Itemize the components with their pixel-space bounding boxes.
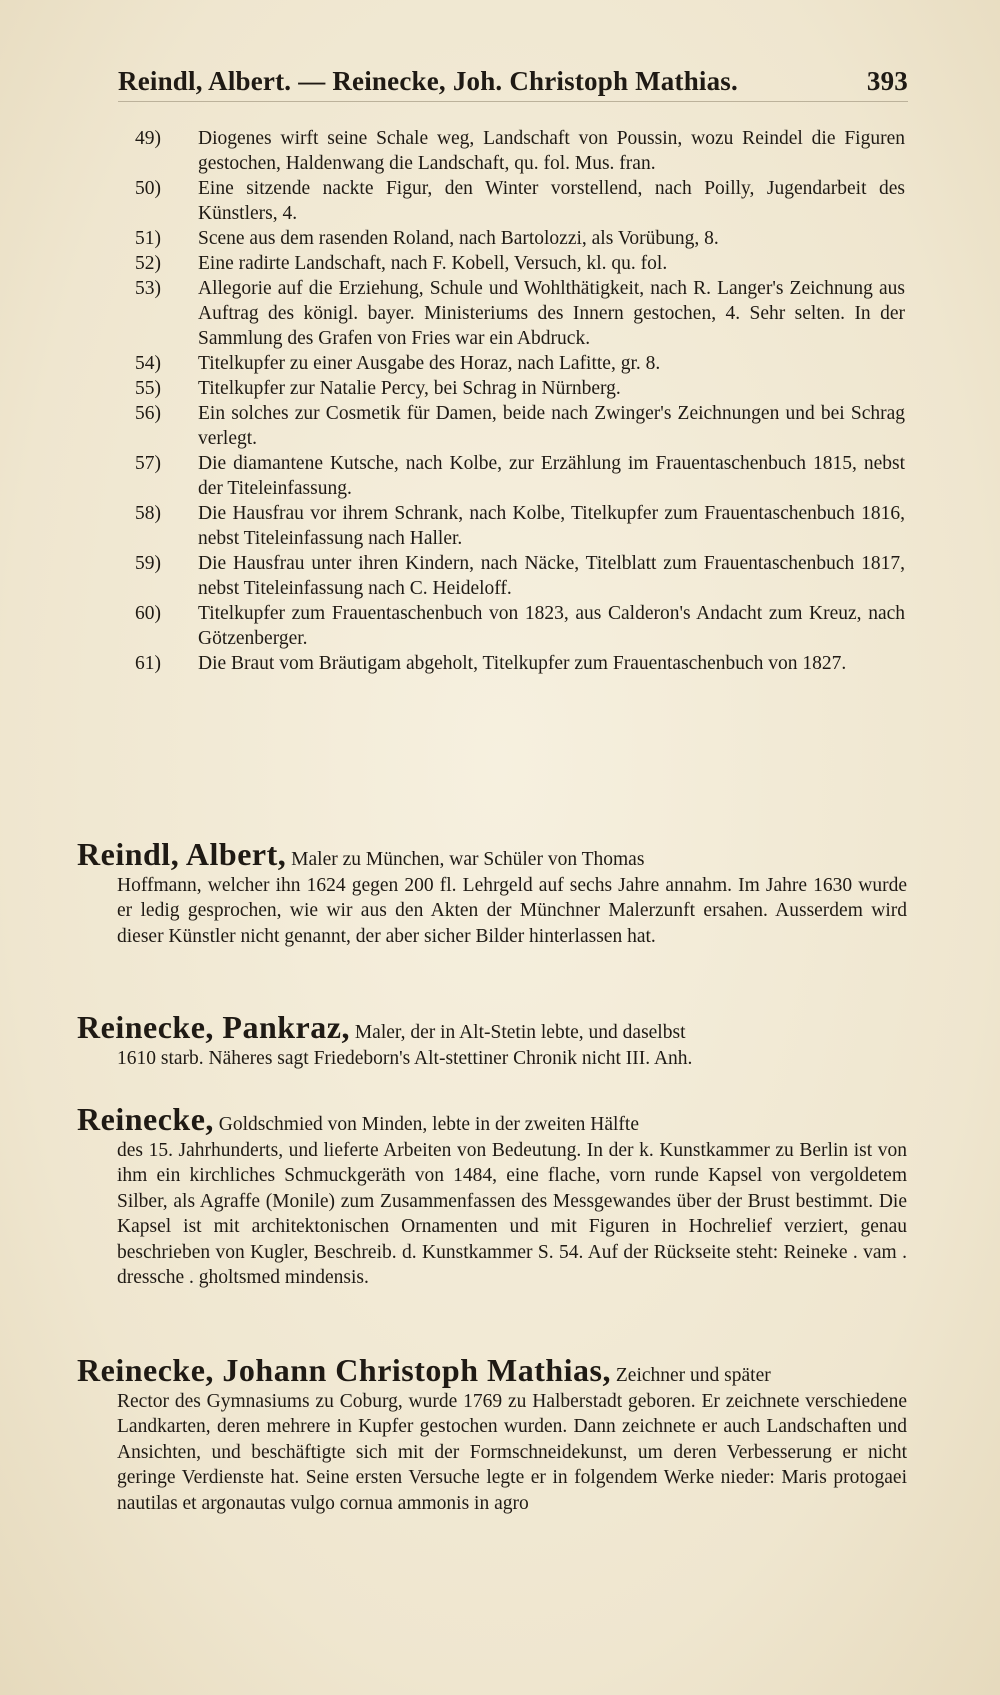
- running-header: [118, 66, 908, 97]
- entry-text: Ein solches zur Cosmetik für Damen, beide nach Zwinger's Zeichnungen und bei Schrag verlegt.: [198, 403, 905, 449]
- bio-first-line: Maler, der in Alt-Stetin lebte, und daselbst: [354, 1022, 686, 1043]
- biography-reindl-albert: [77, 836, 907, 949]
- list-item: [135, 601, 905, 651]
- list-item: [135, 251, 905, 276]
- entry-number: 49): [135, 128, 161, 149]
- list-item: [135, 276, 905, 351]
- entry-text: Titelkupfer zu einer Ausgabe des Horaz, nach Lafitte, gr. 8.: [198, 353, 661, 374]
- list-item: [135, 376, 905, 401]
- entry-number: 57): [135, 453, 161, 474]
- list-item: [135, 126, 905, 176]
- page-number: 393: [866, 66, 908, 96]
- artist-name: Reinecke, Johann Christoph Mathias,: [77, 1352, 611, 1388]
- list-item: [135, 401, 905, 451]
- list-item: [135, 176, 905, 226]
- bio-first-line: Maler zu München, war Schüler von Thomas: [291, 849, 645, 870]
- entry-text: Die Braut vom Bräutigam abgeholt, Titelkupfer zum Frauentaschenbuch von 1827.: [198, 653, 847, 674]
- entry-text: Eine sitzende nackte Figur, den Winter vorstellend, nach Poilly, Jugendarbeit des Künstlers, 4.: [198, 178, 905, 224]
- biography-reinecke-johann: [77, 1352, 907, 1516]
- list-item: [135, 451, 905, 501]
- entry-number: 59): [135, 553, 161, 574]
- entry-text: Diogenes wirft seine Schale weg, Landschaft von Poussin, wozu Reindel die Figuren gestochen, Haldenwang die Landschaft, qu. fol. Mus. fran.: [198, 128, 905, 174]
- entry-text: Allegorie auf die Erziehung, Schule und Wohlthätigkeit, nach R. Langer's Zeichnung aus Auftrag des königl. bayer. Ministeriums des Innern gestochen, 4. Sehr selten. In der Sammlung des Grafen von Fries war ein Abdruck.: [198, 278, 905, 349]
- entry-number: 52): [135, 253, 161, 274]
- bio-text: 1610 starb. Näheres sagt Friedeborn's Alt-stettiner Chronik nicht III. Anh.: [117, 1047, 693, 1069]
- artist-name: Reinecke, Pankraz,: [77, 1009, 350, 1045]
- list-item: [135, 651, 905, 676]
- list-item: [135, 551, 905, 601]
- list-item: [135, 351, 905, 376]
- list-item: [135, 226, 905, 251]
- numbered-entry-list: [135, 126, 905, 676]
- entry-text: Titelkupfer zur Natalie Percy, bei Schrag in Nürnberg.: [198, 378, 621, 399]
- entry-text: Die Hausfrau vor ihrem Schrank, nach Kolbe, Titelkupfer zum Frauentaschenbuch 1816, nebst Titeleinfassung nach Haller.: [198, 503, 905, 549]
- entry-number: 51): [135, 228, 161, 249]
- header-title: Reindl, Albert. — Reinecke, Joh. Christoph Mathias.: [118, 66, 738, 96]
- bio-text: Rector des Gymnasiums zu Coburg, wurde 1769 zu Halberstadt geboren. Er zeichnete verschiedene Landkarten, deren mehrere in Kupfer gestochen wurden. Dann zeichnete er auch Landschaften und Ansichten, und beschäftigte sich mit der Formschneidekunst, um deren Verbesserung er nicht geringe Verdienste hat. Seine ersten Versuche legte er in folgendem Werke nieder: Maris protogaei nautilas et argonautas vulgo cornua ammonis in agro: [117, 1390, 907, 1514]
- bio-first-line: Goldschmied von Minden, lebte in der zweiten Hälfte: [218, 1114, 639, 1135]
- entry-number: 55): [135, 378, 161, 399]
- entry-number: 60): [135, 603, 161, 624]
- entry-number: 56): [135, 403, 161, 424]
- artist-name: Reinecke,: [77, 1101, 214, 1137]
- bio-text: Hoffmann, welcher ihn 1624 gegen 200 fl. Lehrgeld auf sechs Jahre annahm. Im Jahre 1630 wurde er ledig gesprochen, wie wir aus den Akten der Münchner Malerzunft ersahen. Ausserdem wird dieser Künstler nicht genannt, der aber sicher Bilder hinterlassen hat.: [117, 874, 907, 947]
- entry-text: Titelkupfer zum Frauentaschenbuch von 1823, aus Calderon's Andacht zum Kreuz, nach Götzenberger.: [198, 603, 905, 649]
- entry-number: 53): [135, 278, 161, 299]
- entry-number: 50): [135, 178, 161, 199]
- entry-text: Die Hausfrau unter ihren Kindern, nach Näcke, Titelblatt zum Frauentaschenbuch 1817, nebst Titeleinfassung nach C. Heideloff.: [198, 553, 905, 599]
- entry-number: 61): [135, 653, 161, 674]
- bio-first-line: Zeichner und später: [615, 1365, 771, 1386]
- bio-text: des 15. Jahrhunderts, und lieferte Arbeiten von Bedeutung. In der k. Kunstkammer zu Berlin ist von ihm ein kirchliches Schmuckgeräth von 1484, eine flache, vorn runde Kapsel von vergoldetem Silber, als Agraffe (Monile) zum Zusammenfassen des Messgewandes über der Brust bestimmt. Die Kapsel ist mit architektonischen Ornamenten und mit Figuren in Hochrelief verziert, genau beschrieben von Kugler, Beschreib. d. Kunstkammer S. 54. Auf der Rückseite steht: Reineke . vam . dressche . gholtsmed mindensis.: [117, 1139, 907, 1288]
- entry-text: Eine radirte Landschaft, nach F. Kobell, Versuch, kl. qu. fol.: [198, 253, 668, 274]
- artist-name: Reindl, Albert,: [77, 836, 287, 872]
- entry-number: 54): [135, 353, 161, 374]
- biography-reinecke-goldsmith: [77, 1101, 907, 1291]
- entry-text: Die diamantene Kutsche, nach Kolbe, zur Erzählung im Frauentaschenbuch 1815, nebst der Titeleinfassung.: [198, 453, 905, 499]
- biography-reinecke-pankraz: [77, 1009, 907, 1071]
- list-item: [135, 501, 905, 551]
- entry-text: Scene aus dem rasenden Roland, nach Bartolozzi, als Vorübung, 8.: [198, 228, 719, 249]
- entry-number: 58): [135, 503, 161, 524]
- header-rule: [118, 101, 908, 102]
